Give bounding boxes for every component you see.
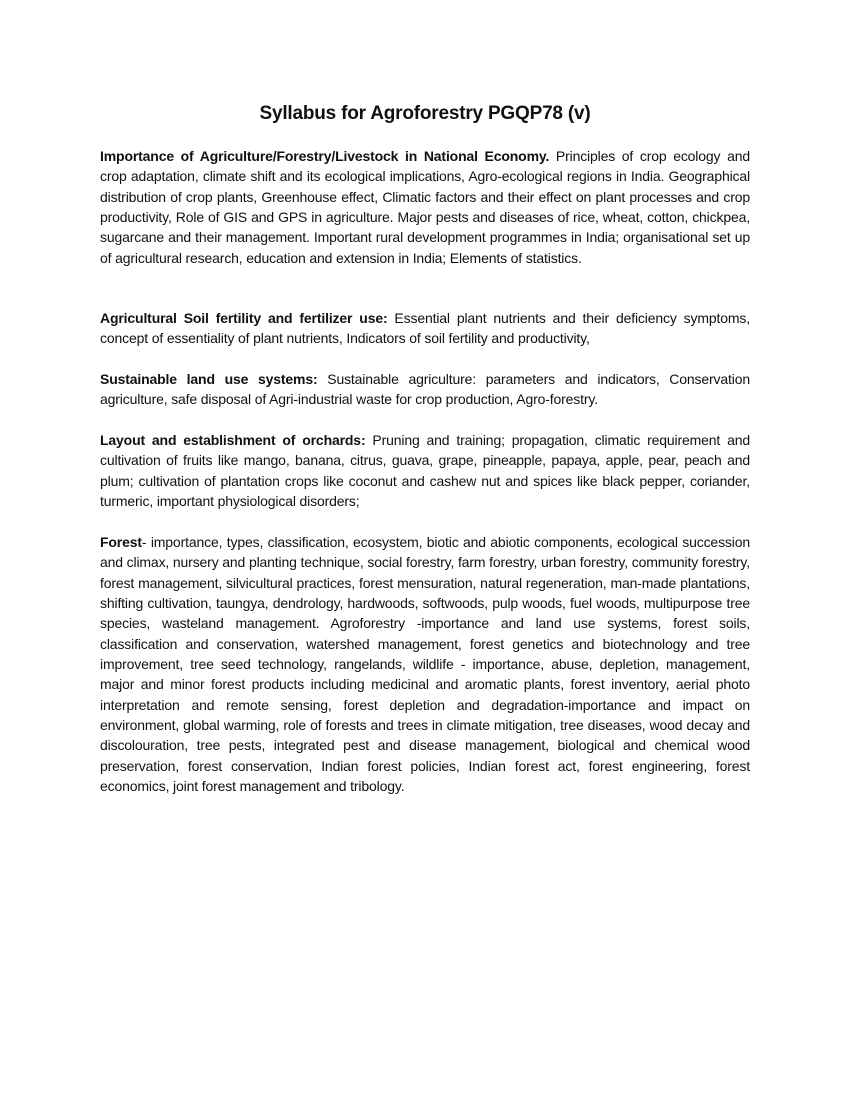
section-orchards	[100, 430, 750, 511]
section-heading: Forest	[100, 534, 142, 550]
section-heading: Sustainable land use systems:	[100, 371, 318, 387]
section-agriculture-importance	[100, 146, 750, 268]
section-body: Sustainable agriculture: parameters and indicators, Conservation agriculture, safe disposal of Agri-industrial waste for crop production, Agro-forestry.	[100, 371, 750, 408]
section-heading: Layout and establishment of orchards:	[100, 432, 366, 448]
section-body: Pruning and training; propagation, climatic requirement and cultivation of fruits like mango, banana, citrus, guava, grape, pineapple, papaya, apple, pear, peach and plum; cultivation of plantation crops like coconut and cashew nut and spices like black pepper, coriander, turmeric, important physiological disorders;	[100, 432, 750, 510]
section-heading: Importance of Agriculture/Forestry/Livestock in National Economy.	[100, 148, 550, 164]
section-forest	[100, 532, 750, 796]
document-title: Syllabus for Agroforestry PGQP78 (v)	[259, 103, 591, 124]
section-body: Essential plant nutrients and their deficiency symptoms, concept of essentiality of plant nutrients, Indicators of soil fertility and productivity,	[100, 310, 750, 347]
section-sustainable-land-use	[100, 369, 750, 410]
section-heading: Agricultural Soil fertility and fertilizer use:	[100, 310, 388, 326]
section-body: - importance, types, classification, ecosystem, biotic and abiotic components, ecological succession and climax, nursery and planting technique, social forestry, farm forestry, urban forestry, community forestry, forest management, silvicultural practices, forest mensuration, natural regeneration, man-made plantations, shifting cultivation, taungya, dendrology, hardwoods, softwoods, pulp woods, fuel woods, multipurpose tree species, wasteland management. Agroforestry -importance and land use systems, forest soils, classification and conservation, watershed management, forest genetics and biotechnology and tree improvement, tree seed technology, rangelands, wildlife - importance, abuse, depletion, management, major and minor forest products including medicinal and aromatic plants, forest inventory, aerial photo interpretation and remote sensing, forest depletion and degradation-importance and impact on environment, global warming, role of forests and trees in climate mitigation, tree diseases, wood decay and discolouration, tree pests, integrated pest and disease management, biological and chemical wood preservation, forest conservation, Indian forest policies, Indian forest act, forest engineering, forest economics, joint forest management and tribology.	[100, 534, 750, 795]
section-soil-fertility	[100, 308, 750, 349]
section-body: Principles of crop ecology and crop adaptation, climate shift and its ecological implications, Agro-ecological regions in India. Geographical distribution of crop plants, Greenhouse effect, Climatic factors and their effect on plant processes and crop productivity, Role of GIS and GPS in agriculture. Major pests and diseases of rice, wheat, cotton, chickpea, sugarcane and their management. Important rural development programmes in India; organisational set up of agricultural research, education and extension in India; Elements of statistics.	[100, 148, 750, 266]
